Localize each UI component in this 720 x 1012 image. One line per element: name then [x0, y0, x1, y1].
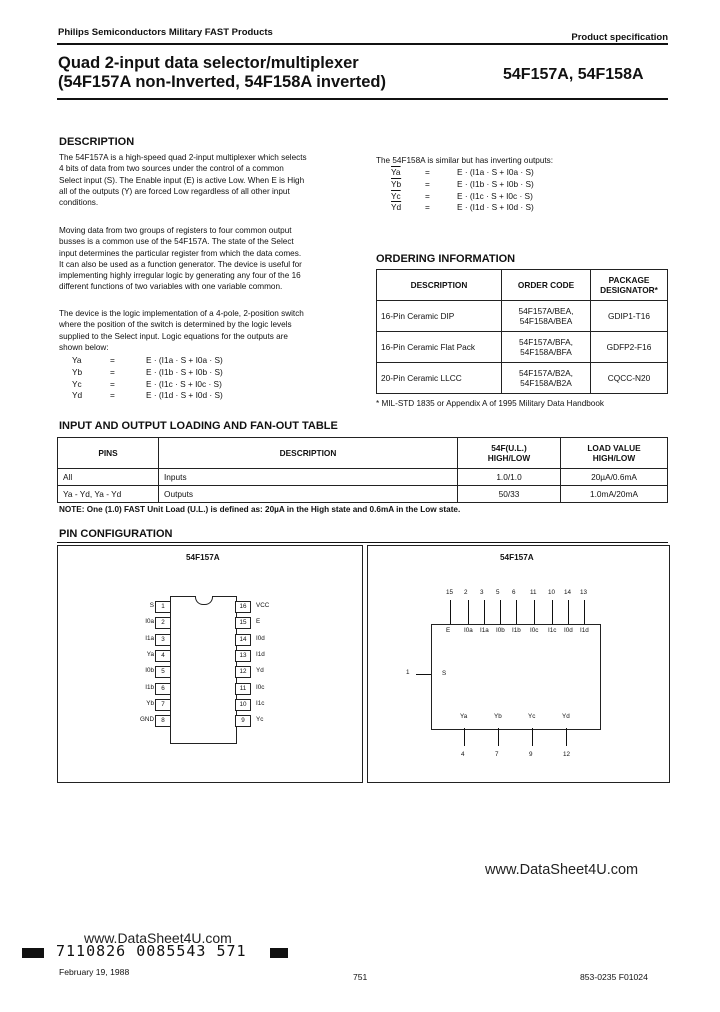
f158-equations — [391, 167, 534, 214]
description-para-1 — [59, 152, 359, 208]
logic-input-label: I1b — [512, 627, 521, 634]
logic-input-pin-number: 13 — [580, 589, 588, 596]
cell-desc: 16-Pin Ceramic Flat Pack — [377, 332, 502, 363]
cell-pkg: CQCC-N20 — [591, 363, 668, 394]
eq-rhs: E · (I1a · S + I0a · S) — [146, 355, 223, 365]
eq-rhs: E · (I1b · S + I0b · S) — [457, 178, 534, 189]
dip-chip-body — [170, 596, 237, 744]
col-load-l2: HIGH/LOW — [592, 453, 636, 463]
equation-row — [391, 202, 534, 214]
footer-page: 751 — [353, 972, 368, 982]
dip-right-pin-label: I0d — [256, 634, 265, 642]
dip-left-pin-number: 7 — [155, 699, 171, 711]
col-package-l2: DESIGNATOR* — [600, 285, 658, 295]
dip-right-pin-label: I0c — [256, 683, 265, 691]
col-load — [561, 438, 668, 469]
logic-output-lead — [566, 728, 567, 746]
footer-docnum: 853-0235 F01024 — [580, 972, 648, 982]
code-l2: 54F158A/BFA — [520, 347, 572, 357]
cell-pkg: GDFP2-F16 — [591, 332, 668, 363]
eq-sign: = — [425, 190, 430, 201]
cell-pkg: GDIP1-T16 — [591, 301, 668, 332]
ordering-table — [376, 269, 668, 394]
dip-left-pin-label: I1b — [145, 683, 154, 691]
pinconfig-heading: PIN CONFIGURATION — [59, 528, 173, 540]
logic-output-pin-number: 12 — [563, 751, 571, 758]
equation-row — [72, 390, 223, 402]
logic-input-lead — [584, 600, 585, 624]
dip-left-pin-label: I0b — [145, 667, 154, 675]
ordering-heading: ORDERING INFORMATION — [376, 253, 516, 265]
eq-output: $\overline{Ya}$ — [391, 167, 401, 177]
f157-equations — [72, 355, 223, 402]
eq-rhs: E · (I1d · S + I0d · S) — [146, 390, 223, 401]
code-l1: 54F157A/BFA, — [519, 337, 573, 347]
logic-output-pin-number: 4 — [461, 751, 465, 758]
description-heading: DESCRIPTION — [59, 136, 135, 148]
eq-output: $\overline{Yb}$ — [391, 178, 402, 189]
text-line: 4 bits of data from two sources under the control of a common — [59, 164, 284, 174]
code-l2: 54F158A/B2A — [520, 378, 572, 388]
eq-sign: = — [110, 390, 115, 401]
eq-output: $\overline{Yd}$ — [391, 202, 402, 213]
logic-input-label: I0a — [464, 627, 473, 634]
dip-left-pin-number: 8 — [155, 715, 171, 727]
dip-right-pin-number: 16 — [235, 601, 251, 613]
eq-sign: = — [425, 167, 430, 177]
dip-left-pin-number: 1 — [155, 601, 171, 613]
text-line: input determines the particular register from which the data comes. — [59, 248, 302, 258]
equation-row — [391, 179, 534, 191]
dip-left-pin-number: 3 — [155, 634, 171, 646]
dip-right-pin-label: I1c — [256, 699, 265, 707]
logic-input-lead — [450, 600, 451, 624]
logic-output-pin-number: 9 — [529, 751, 533, 758]
cell-code — [502, 301, 591, 332]
logic-input-pin-number: 14 — [564, 589, 572, 596]
logic-input-lead — [552, 600, 553, 624]
logic-input-lead — [468, 600, 469, 624]
cell-code — [502, 332, 591, 363]
logic-input-pin-number: 6 — [512, 589, 516, 596]
logic-input-label: I1c — [548, 627, 557, 634]
description-para-3 — [59, 308, 359, 353]
text-line: The 54F157A is a high-speed quad 2-input multiplexer which selects — [59, 153, 307, 162]
eq-output: Yb — [72, 366, 83, 377]
cell-desc: Outputs — [159, 486, 458, 503]
logic-symbol-body — [431, 624, 601, 730]
dip-left-pin-number: 4 — [155, 650, 171, 662]
eq-rhs: E · (I1a · S + I0a · S) — [457, 167, 534, 177]
code-l1: 54F157A/B2A, — [519, 368, 573, 378]
logic-input-lead — [484, 600, 485, 624]
col-package-l1: PACKAGE — [608, 275, 650, 285]
table-row — [377, 332, 668, 363]
text-line: Moving data from two groups of registers to four common output — [59, 226, 292, 235]
eq-rhs: E · (I1b · S + I0b · S) — [146, 366, 223, 377]
dip-right-pin-number: 14 — [235, 634, 251, 646]
logic-input-lead — [516, 600, 517, 624]
barcode-block-left — [22, 948, 44, 958]
footer-watermark: www.DataSheet4U.com — [84, 930, 232, 946]
dip-right-pin-label: VCC — [256, 602, 270, 609]
logic-input-pin-number: 2 — [464, 589, 468, 596]
table-row — [377, 301, 668, 332]
col-desc: DESCRIPTION — [159, 438, 458, 469]
logic-input-label: E — [446, 627, 451, 634]
watermark: www.DataSheet4U.com — [485, 862, 639, 878]
dip-title: 54F157A — [186, 553, 220, 562]
dip-right-pin-number: 9 — [235, 715, 251, 727]
eq-sign: = — [425, 178, 430, 189]
text-line: It can also be used as a function generator. The device is useful for — [59, 259, 302, 269]
dip-right-pin-number: 12 — [235, 666, 251, 678]
logic-s-num: 1 — [406, 669, 410, 676]
col-order-code: ORDER CODE — [502, 270, 591, 301]
logic-input-label: I0d — [564, 627, 573, 634]
equation-row — [391, 167, 534, 179]
title-line-2: (54F157A non-Inverted, 54F158A inverted) — [58, 73, 386, 91]
dip-left-pin-label: GND — [140, 716, 154, 724]
cell-desc: Inputs — [159, 469, 458, 486]
dip-left-pin-number: 2 — [155, 617, 171, 629]
dip-right-pin-label: E — [256, 618, 261, 626]
cell-desc: 20-Pin Ceramic LLCC — [377, 363, 502, 394]
equation-row — [72, 367, 223, 379]
title-rule — [57, 98, 668, 100]
logic-input-label: I1a — [480, 627, 489, 634]
equation-row — [72, 355, 223, 367]
text-line: The device is the logic implementation of a 4-pole, 2-position switch — [59, 309, 304, 318]
text-line: all of the outputs (Y) are forced Low regardless of all other input — [59, 186, 290, 196]
doc-type: Product specification — [571, 32, 668, 43]
equation-row — [391, 191, 534, 203]
fanout-heading: INPUT AND OUTPUT LOADING AND FAN-OUT TABLE — [59, 420, 338, 432]
logic-output-lead — [464, 728, 465, 746]
logic-input-lead — [534, 600, 535, 624]
col-load-l1: LOAD VALUE — [587, 443, 641, 453]
logic-input-label: I0b — [496, 627, 505, 634]
text-line: implementing highly irregular logic by generating any four of the 16 — [59, 271, 301, 281]
logic-input-pin-number: 10 — [548, 589, 556, 596]
logic-output-pin-number: 7 — [495, 751, 499, 758]
barcode-number: 7110826 0085543 571 — [56, 942, 247, 960]
col-ul-l2: HIGH/LOW — [487, 453, 531, 463]
table-row — [58, 469, 668, 486]
col-ul — [458, 438, 561, 469]
eq-rhs: E · (I1c · S + I0c · S) — [146, 378, 222, 389]
ordering-footnote: * MIL-STD 1835 or Appendix A of 1995 Military Data Handbook — [376, 399, 605, 408]
logic-output-label: Yd — [562, 713, 570, 720]
col-pins: PINS — [58, 438, 159, 469]
eq-sign: = — [110, 355, 115, 365]
dip-left-pin-number: 5 — [155, 666, 171, 678]
logic-input-pin-number: 3 — [480, 589, 484, 596]
dip-left-pin-number: 6 — [155, 683, 171, 695]
logic-output-lead — [532, 728, 533, 746]
logic-s-label: S — [442, 670, 447, 677]
col-ul-l1: 54F(U.L.) — [491, 443, 527, 453]
logic-diagram-box — [367, 545, 670, 783]
logic-input-label: I0c — [530, 627, 539, 634]
table-row — [58, 486, 668, 503]
cell-code — [502, 363, 591, 394]
eq-rhs: E · (I1c · S + I0c · S) — [457, 190, 533, 201]
text-line: where the position of the switch is determined by the logic levels — [59, 320, 292, 330]
table-row — [377, 363, 668, 394]
col-package — [591, 270, 668, 301]
table-header-row — [58, 438, 668, 469]
logic-input-label: I1d — [580, 627, 589, 634]
eq-output: $\overline{Yc}$ — [391, 190, 401, 201]
text-line: conditions. — [59, 198, 99, 208]
dip-left-pin-label: S — [149, 602, 154, 609]
cell-desc: 16-Pin Ceramic DIP — [377, 301, 502, 332]
eq-sign: = — [110, 366, 115, 377]
table-header-row — [377, 270, 668, 301]
eq-output: Yc — [72, 378, 82, 389]
logic-input-lead — [568, 600, 569, 624]
equation-row — [72, 379, 223, 391]
fanout-table — [57, 437, 668, 503]
text-line: shown below: — [59, 342, 109, 352]
cell-load: 1.0mA/20mA — [561, 486, 668, 503]
text-line: different functions of two variables with one variable common. — [59, 282, 283, 292]
text-line: busses is a common use of the 54F157A. The state of the Select — [59, 237, 294, 247]
dip-right-pin-number: 11 — [235, 683, 251, 695]
pinconfig-rule — [57, 542, 668, 543]
eq-sign: = — [425, 202, 430, 213]
logic-s-lead — [416, 674, 431, 675]
dip-right-pin-label: Yc — [256, 716, 264, 724]
logic-output-label: Ya — [460, 713, 468, 720]
logic-output-lead — [498, 728, 499, 746]
cell-load: 20µA/0.6mA — [561, 469, 668, 486]
cell-pins: Ya - Yd, Ya - Yd — [58, 486, 159, 503]
logic-input-pin-number: 11 — [530, 589, 537, 596]
header-rule — [57, 43, 668, 45]
dip-right-pin-number: 15 — [235, 617, 251, 629]
logic-output-label: Yb — [494, 713, 502, 720]
col-description: DESCRIPTION — [377, 270, 502, 301]
cell-pins: All — [58, 469, 159, 486]
text-line: Select input (S). The Enable input (E) is active Low. When E is High — [59, 175, 305, 185]
eq-output: Ya — [72, 355, 82, 365]
dip-diagram-box — [57, 545, 363, 783]
text-line: supplied to the Select input. Logic equations for the outputs are — [59, 331, 288, 341]
dip-left-pin-label: I0a — [145, 618, 154, 626]
dip-right-pin-number: 10 — [235, 699, 251, 711]
footer-date: February 19, 1988 — [59, 967, 130, 977]
logic-input-pin-number: 15 — [446, 589, 454, 596]
cell-ul: 1.0/1.0 — [458, 469, 561, 486]
dip-left-pin-label: I1a — [145, 634, 154, 642]
code-l2: 54F158A/BEA — [519, 316, 573, 326]
logic-title: 54F157A — [500, 553, 534, 562]
dip-left-pin-label: Ya — [146, 650, 154, 658]
description-para-2 — [59, 225, 359, 293]
f158-intro: The 54F158A is similar but has inverting outputs: — [376, 156, 554, 165]
logic-input-lead — [500, 600, 501, 624]
eq-rhs: E · (I1d · S + I0d · S) — [457, 202, 534, 213]
eq-output: Yd — [72, 390, 83, 401]
dip-right-pin-number: 13 — [235, 650, 251, 662]
part-numbers: 54F157A, 54F158A — [503, 66, 644, 83]
logic-output-label: Yc — [528, 713, 536, 720]
eq-sign: = — [110, 378, 115, 389]
barcode-block-right — [270, 948, 288, 958]
code-l1: 54F157A/BEA, — [518, 306, 574, 316]
dip-notch — [195, 596, 213, 605]
cell-ul: 50/33 — [458, 486, 561, 503]
fanout-note: NOTE: One (1.0) FAST Unit Load (U.L.) is defined as: 20µA in the High state and 0.6mA in the Low state. — [59, 505, 461, 514]
company-name: Philips Semiconductors Military FAST Products — [58, 27, 273, 38]
dip-right-pin-label: I1d — [256, 650, 265, 658]
dip-right-pin-label: Yd — [256, 667, 264, 675]
logic-input-pin-number: 5 — [496, 589, 500, 596]
title-line-1: Quad 2-input data selector/multiplexer — [58, 54, 359, 72]
dip-left-pin-label: Yb — [146, 699, 154, 707]
